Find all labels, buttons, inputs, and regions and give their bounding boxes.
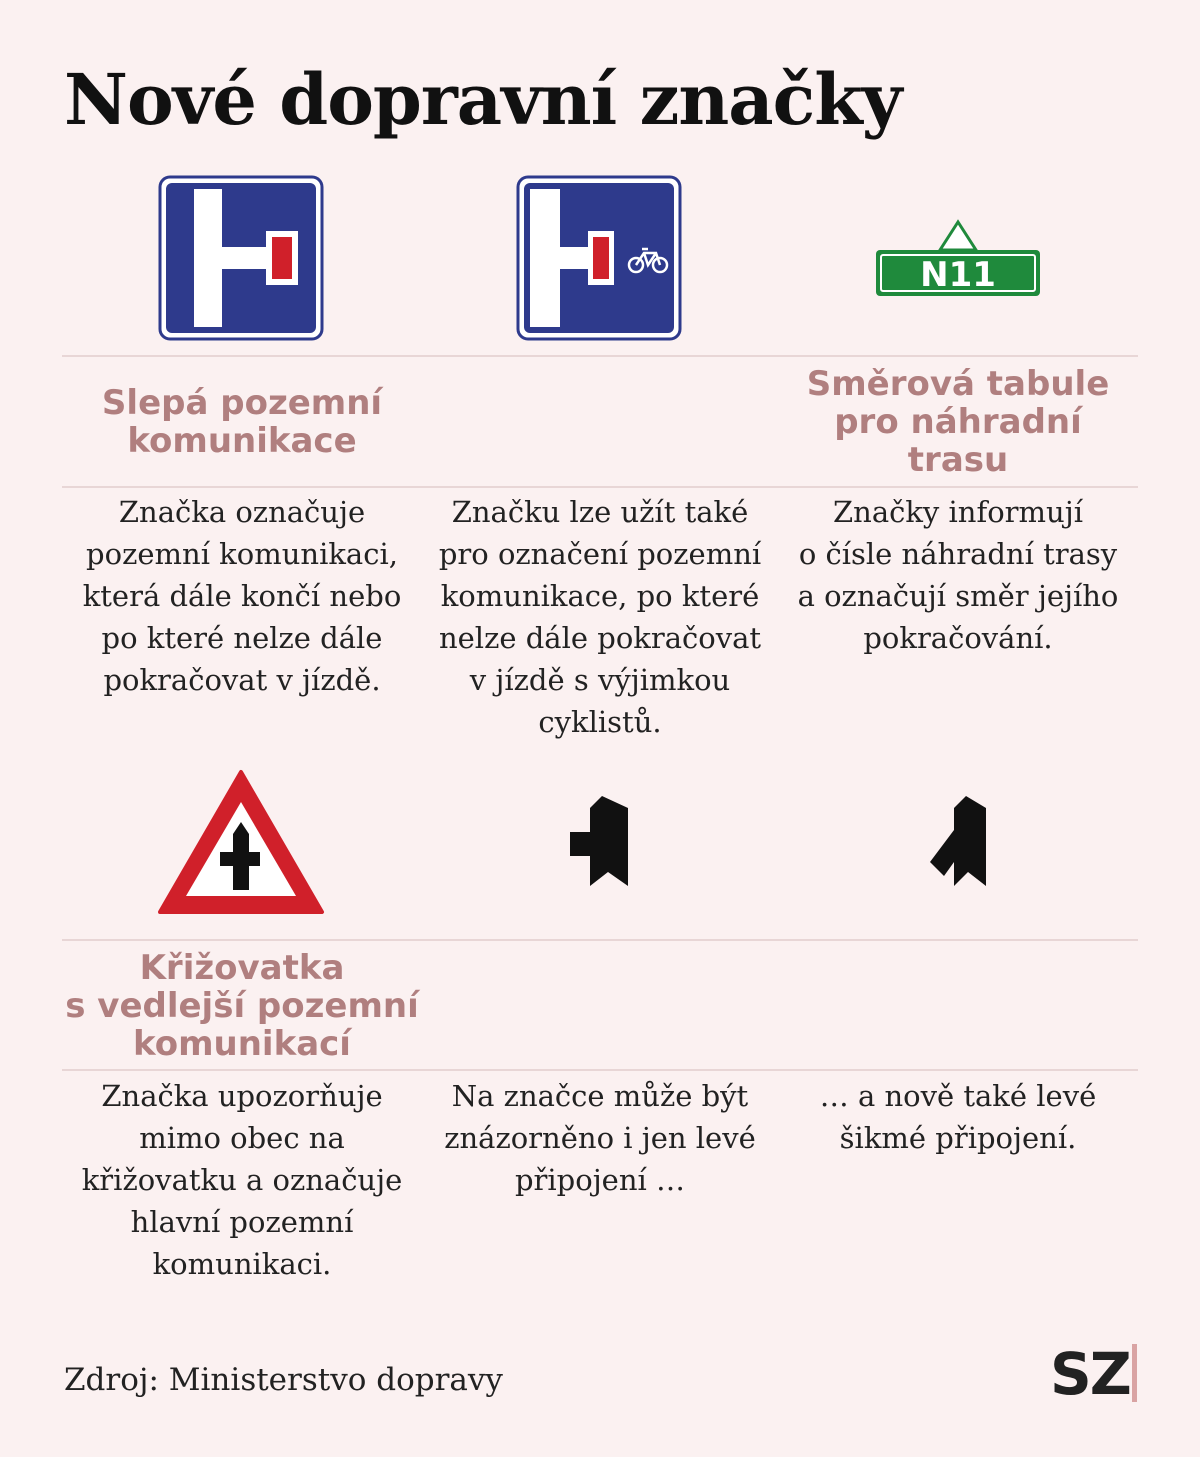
dead-end-sign-icon bbox=[158, 175, 324, 341]
dead-end-except-cyclists-sign-icon bbox=[516, 175, 682, 341]
row2-top-divider bbox=[62, 939, 1138, 941]
logo-accent-bar bbox=[1132, 1344, 1137, 1402]
sign-label: N11 bbox=[920, 255, 996, 295]
row2-mid-divider bbox=[62, 1069, 1138, 1071]
crossroads-minor-road-sign-icon bbox=[156, 768, 326, 918]
text-left-oblique-junction: … a nově také levé šikmé připojení. bbox=[819, 1079, 1097, 1155]
sz-logo: SZ bbox=[1050, 1340, 1130, 1408]
text-dead-end-cyclists: Značku lze užít také pro označení pozemní komunikace, po které nelze dále pokračovat v jízdě s výjimkou cyklistů. bbox=[438, 495, 762, 739]
text-left-junction: Na značce může být znázorněno i jen levé připojení … bbox=[444, 1079, 756, 1197]
heading-crossroads: Křižovatka s vedlejší pozemní komunikací bbox=[65, 948, 419, 1064]
row1-top-divider bbox=[62, 355, 1138, 357]
page-title: Nové dopravní značky bbox=[64, 58, 902, 141]
row1-mid-divider bbox=[62, 486, 1138, 488]
heading-dead-end: Slepá pozemní komunikace bbox=[101, 383, 383, 461]
heading-alternate-route: Směrová tabule pro náhradní trasu bbox=[806, 364, 1110, 480]
text-dead-end: Značka označuje pozemní komunikaci, která dále končí nebo po které nelze dále pokračovat v jízdě. bbox=[82, 495, 402, 697]
text-crossroads: Značka upozorňuje mimo obec na křižovatku a označuje hlavní pozemní komunikaci. bbox=[81, 1079, 403, 1281]
source-credit: Zdroj: Ministerstvo dopravy bbox=[64, 1362, 503, 1398]
text-alternate-route: Značky informují o čísle náhradní trasy a označují směr jejího pokračování. bbox=[797, 495, 1119, 655]
alternate-route-n11-sign-icon bbox=[874, 218, 1042, 300]
left-junction-symbol-icon bbox=[566, 794, 632, 888]
left-oblique-junction-symbol-icon bbox=[926, 794, 990, 888]
